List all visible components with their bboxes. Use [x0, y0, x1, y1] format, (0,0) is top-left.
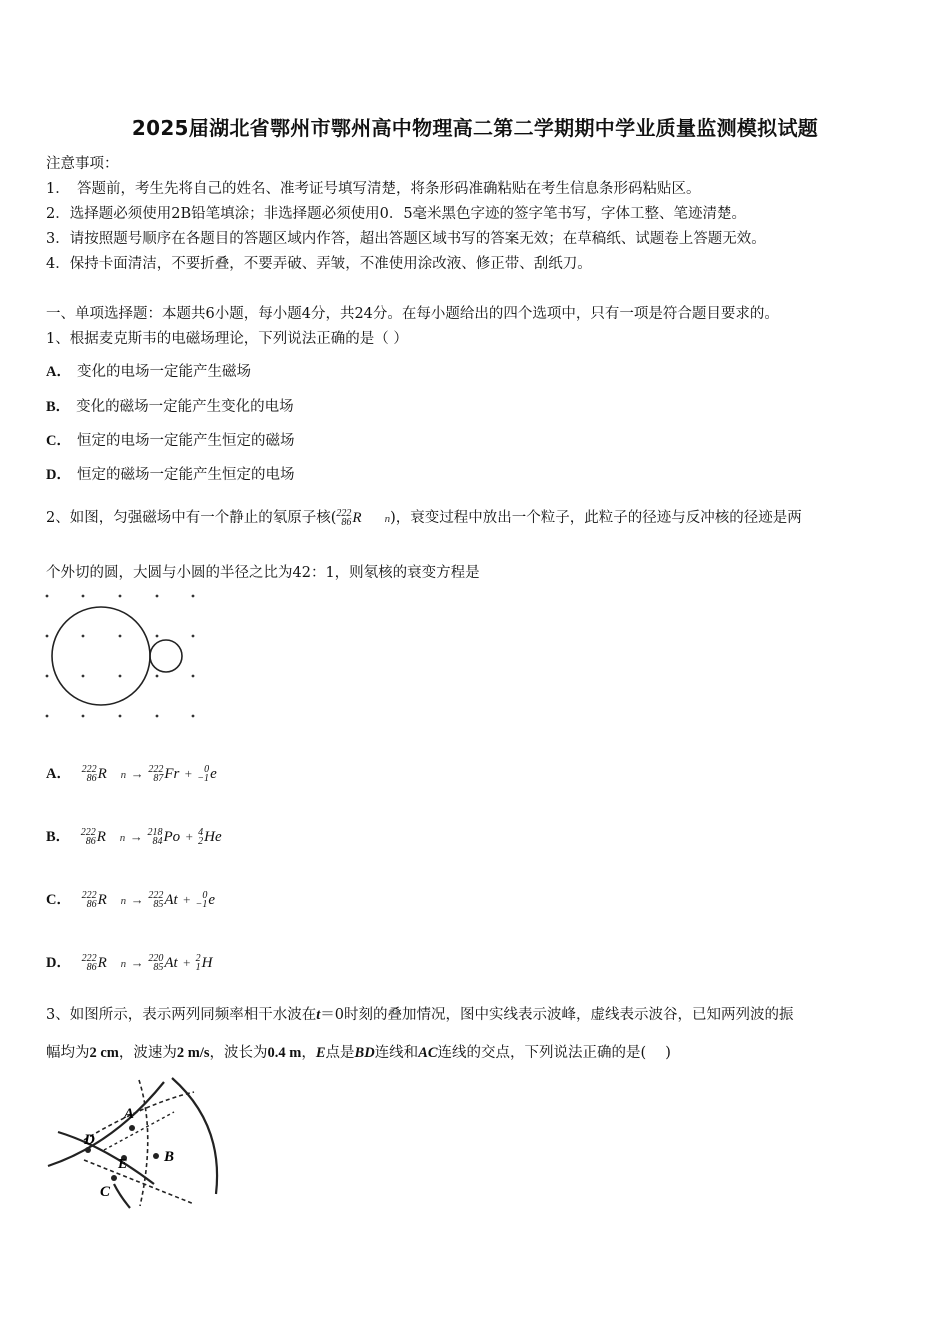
reactant-symbol-tail: n [119, 832, 126, 844]
line-bd: BD [354, 1045, 375, 1061]
option-label: D． [46, 467, 71, 483]
page-title: 2025届湖北省鄂州市鄂州高中物理高二第二学期期中学业质量监测模拟试题 [131, 116, 819, 140]
label-c: C [100, 1184, 111, 1200]
label-a: A [124, 1106, 135, 1122]
radon-symbol: R [352, 510, 362, 526]
q1-option-c [46, 429, 294, 450]
mass-number: 220 [148, 953, 164, 964]
particle-symbol: e [210, 766, 217, 782]
question-2-stem-line2: 个外切的圆，大圆与小圆的半径之比为42：1，则氡核的衰变方程是 [46, 565, 480, 581]
label-e: E [118, 1157, 128, 1172]
trough-arc [139, 1080, 148, 1206]
plus: + [183, 766, 193, 781]
large-track-circle [52, 607, 150, 705]
time-symbol: t [316, 1007, 321, 1023]
notice-heading: 注意事项： [46, 156, 119, 172]
question-3-stem [46, 1003, 794, 1024]
option-label: D． [46, 955, 71, 971]
radon-nuclide [336, 509, 351, 527]
q2-stem-part1: 2、如图，匀强磁场中有一个静止的氡原子核( [46, 510, 337, 526]
atomic-number: 86 [341, 517, 352, 528]
notice-item-4: 4．保持卡面清洁，不要折叠，不要弄破、弄皱，不准使用涂改液、修正带、刮纸刀。 [46, 256, 592, 272]
atomic-number: −1 [197, 773, 210, 784]
arrow: → [130, 955, 144, 970]
particle-symbol: H [201, 955, 213, 971]
question-1-stem: 1、根据麦克斯韦的电磁场理论，下列说法正确的是（ ） [46, 331, 408, 347]
crest-arc [114, 1184, 130, 1208]
mass-number: 2 [195, 953, 201, 964]
atomic-number: −1 [195, 899, 208, 910]
reactant-symbol: R [97, 766, 107, 782]
reactant-symbol: R [96, 829, 106, 845]
q3-stem-part1: 3、如图所示，表示两列同频率相干水波在 [46, 1007, 317, 1023]
point-b-marker [153, 1153, 159, 1159]
reactant-symbol-tail: n [120, 769, 127, 781]
atomic-number: 85 [153, 962, 164, 973]
product-symbol: At [164, 955, 178, 971]
trough-arc [84, 1092, 194, 1140]
notice-item-3: 3．请按照题号顺序在各题目的答题区域内作答，超出答题区域书写的答案无效；在草稿纸、试题卷上答题无效。 [46, 231, 766, 247]
plus: + [182, 892, 192, 907]
atomic-number: 86 [86, 899, 97, 910]
q2-option-a [46, 762, 217, 783]
product-symbol: At [164, 892, 178, 908]
plus: + [182, 955, 192, 970]
amplitude: 2 cm [89, 1045, 119, 1061]
product-nuclide [148, 765, 163, 783]
q3-text: 幅均为 [46, 1045, 90, 1061]
q1-option-a [46, 360, 251, 381]
wave-interference-figure [44, 1074, 224, 1210]
particle-nuclide [198, 828, 203, 846]
reactant-symbol-tail: n [120, 895, 127, 907]
label-b: B [164, 1149, 175, 1165]
mass-number: 222 [81, 890, 97, 901]
q2-option-b [46, 825, 222, 846]
point-c-marker [111, 1175, 117, 1181]
mass-number: 222 [148, 890, 164, 901]
q2-option-c [46, 888, 215, 909]
option-label: C． [46, 892, 71, 908]
particle-nuclide [196, 891, 208, 909]
mass-number: 0 [202, 890, 208, 901]
magnetic-field-figure [40, 590, 200, 720]
mass-number: 4 [198, 827, 204, 838]
mass-number: 222 [336, 508, 352, 519]
mass-number: 222 [81, 953, 97, 964]
atomic-number: 2 [198, 836, 204, 847]
atomic-number: 86 [86, 962, 97, 973]
q1-option-d [46, 463, 294, 484]
q2-option-d [46, 951, 213, 972]
crest-arc [172, 1078, 217, 1194]
atomic-number: 87 [153, 773, 164, 784]
q1-option-b [46, 395, 294, 416]
reactant-symbol: R [97, 955, 107, 971]
crest-arc [58, 1132, 154, 1184]
q2-stem-part2: )，衰变过程中放出一个粒子，此粒子的径迹与反冲核的径迹是两 [390, 510, 802, 526]
mass-number: 0 [204, 764, 210, 775]
wavelength: 0.4 m [267, 1045, 302, 1061]
field-dots [46, 595, 195, 718]
reactant-nuclide [82, 765, 97, 783]
q3-text: 连线的交点，下列说法正确的是( ) [437, 1045, 671, 1061]
option-text: 变化的电场一定能产生磁场 [76, 364, 251, 380]
reactant-nuclide [82, 891, 97, 909]
reactant-symbol-tail: n [120, 958, 127, 970]
q3-text: ， [301, 1045, 316, 1061]
arrow: → [129, 829, 143, 844]
particle-nuclide [196, 954, 201, 972]
option-text: 恒定的磁场一定能产生恒定的电场 [76, 467, 295, 483]
q3-text: 连线和 [374, 1045, 419, 1061]
mass-number: 222 [81, 764, 97, 775]
reactant-symbol: R [97, 892, 107, 908]
product-nuclide [148, 954, 163, 972]
q3-stem-part2: ＝0时刻的叠加情况，图中实线表示波峰，虚线表示波谷，已知两列波的振 [320, 1007, 794, 1023]
atomic-number: 1 [195, 962, 201, 973]
atomic-number: 84 [152, 836, 163, 847]
option-label: A． [46, 766, 71, 782]
mass-number: 222 [148, 764, 164, 775]
section-heading: 一、单项选择题：本题共6小题，每小题4分，共24分。在每小题给出的四个选项中，只有一项是符合题目要求的。 [46, 306, 779, 322]
mass-number: 218 [147, 827, 163, 838]
question-2-stem [46, 506, 802, 527]
plus: + [184, 829, 194, 844]
arrow: → [130, 892, 144, 907]
option-text: 变化的磁场一定能产生变化的电场 [76, 399, 294, 415]
product-symbol: Fr [164, 766, 180, 782]
wave-speed: 2 m/s [176, 1045, 210, 1061]
particle-nuclide [197, 765, 209, 783]
product-symbol: Po [163, 829, 181, 845]
product-nuclide [148, 891, 163, 909]
point-e: E [315, 1045, 326, 1061]
option-label: B． [46, 399, 71, 415]
notice-item-1: 1． 答题前，考生先将自己的姓名、准考证号填写清楚，将条形码准确粘贴在考生信息条形码粘贴区。 [46, 181, 701, 197]
q3-text: 点是 [325, 1045, 355, 1061]
arrow: → [130, 766, 144, 781]
particle-symbol: e [208, 892, 216, 908]
atomic-number: 86 [85, 836, 96, 847]
mass-number: 222 [80, 827, 96, 838]
option-label: B． [46, 829, 71, 845]
option-text: 恒定的电场一定能产生恒定的磁场 [76, 433, 295, 449]
atomic-number: 85 [153, 899, 164, 910]
radon-symbol-tail: n [384, 513, 391, 525]
atomic-number: 86 [86, 773, 97, 784]
question-3-stem-line2 [46, 1041, 671, 1062]
product-nuclide [148, 828, 163, 846]
q3-text: ，波速为 [118, 1045, 177, 1061]
line-ac: AC [418, 1045, 438, 1061]
small-track-circle [150, 640, 182, 672]
q3-text: ，波长为 [209, 1045, 268, 1061]
point-a-marker [129, 1125, 135, 1131]
option-label: A． [46, 364, 71, 380]
option-label: C． [46, 433, 71, 449]
particle-symbol: He [204, 829, 222, 845]
reactant-nuclide [81, 828, 96, 846]
reactant-nuclide [82, 954, 97, 972]
notice-item-2: 2．选择题必须使用2B铅笔填涂；非选择题必须使用0．5毫米黑色字迹的签字笔书写，字体工整、笔迹清楚。 [46, 206, 747, 222]
label-d: D [84, 1132, 95, 1148]
